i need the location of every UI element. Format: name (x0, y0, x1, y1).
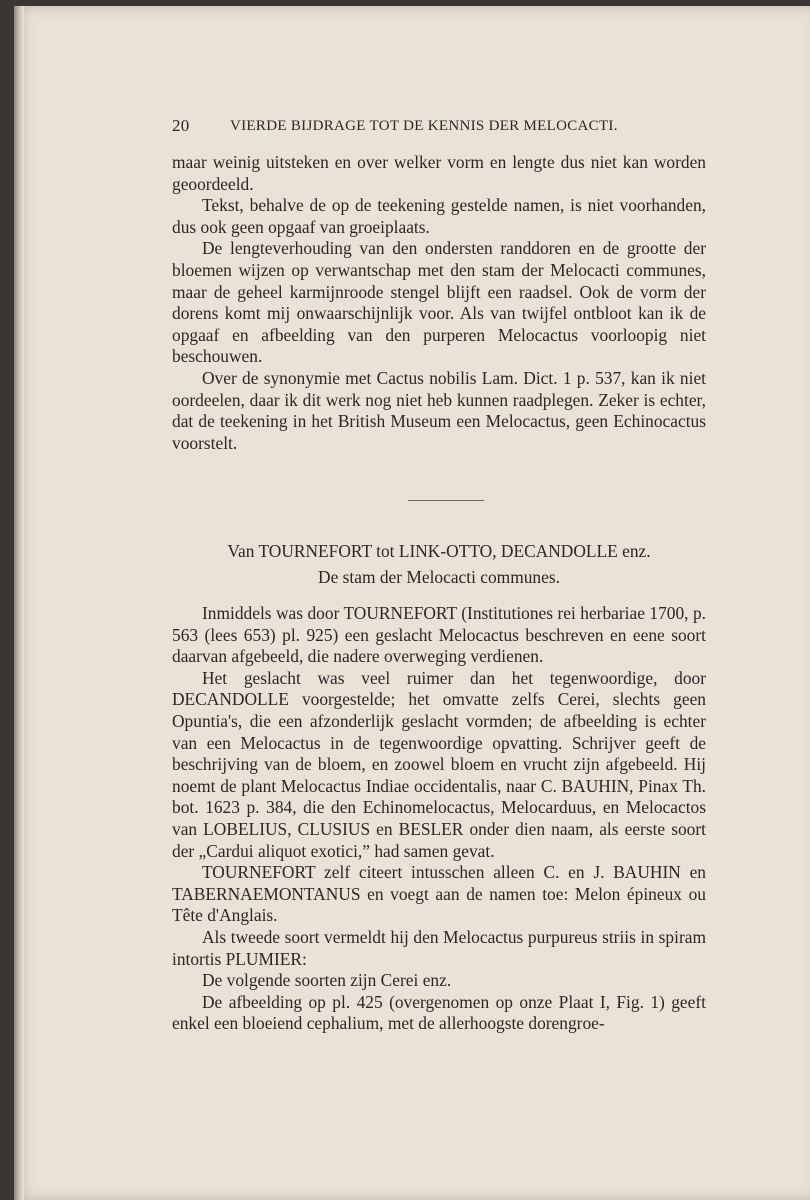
paragraph: Tekst, behalve de op de teekening gestelde namen, is niet voorhanden, dus ook geen opgaaf van groeiplaats. (172, 195, 706, 237)
paragraph: TOURNEFORT zelf citeert intusschen alleen C. en J. BAUHIN en TABERNAEMONTANUS en voegt aan de namen toe: Melon épineux ou Tête d'Anglais. (172, 862, 706, 926)
page-number: 20 (172, 116, 190, 135)
paragraph: Het geslacht was veel ruimer dan het tegenwoordige, door DECANDOLLE voorgestelde; het omvatte zelfs Cerei, slechts geen Opuntia's, die een afzonderlijk geslacht vormden; de afbeelding is echter van een Melocactus in de tegenwoordige opvatting. Schrijver geeft de beschrijving van de bloem, en zoowel bloem en vrucht zijn afgebeeld. Hij noemt de plant Melocactus Indiae occidentalis, naar C. BAUHIN, Pinax Th. bot. 1623 p. 384, die den Echinomelocactus, Melocarduus, en Melocactos van LOBELIUS, CLUSIUS en BESLER onder dien naam, als eerste soort der „Cardui aliquot exotici,” had samen gevat. (172, 667, 706, 861)
running-title: VIERDE BIJDRAGE TOT DE KENNIS DER MELOCACTI. (230, 118, 618, 134)
paragraph: Als tweede soort vermeldt hij den Melocactus purpureus striis in spiram intortis PLUMIER: (172, 926, 706, 969)
section-divider (408, 500, 484, 501)
paragraph: De volgende soorten zijn Cerei enz. (202, 970, 452, 991)
paragraph: maar weinig uitsteken en over welker vorm en lengte dus niet kan worden geoordeeld. (172, 152, 706, 194)
section-title: Van TOURNEFORT tot LINK-OTTO, DECANDOLLE enz. (227, 541, 651, 561)
binding-edge (14, 6, 24, 1200)
bottom-text-block (172, 603, 706, 1035)
top-text-block (172, 152, 706, 454)
paragraph: De lengteverhouding van den ondersten randdoren en de grootte der bloemen wijzen op verwantschap met den stam der Melocacti communes, maar de geheel karmijnroode stengel blijft een raadsel. Ook de vorm der dorens komt mij onwaarschijnlijk voor. Als van twijfel ontbloot kan ik de opgaaf en afbeelding van den purperen Melocactus voorloopig niet beschouwen. (172, 238, 706, 367)
paragraph: Over de synonymie met Cactus nobilis Lam. Dict. 1 p. 537, kan ik niet oordeelen, daar ik dit werk nog niet heb kunnen raadplegen. Zeker is echter, dat de teekening in het British Museum een Melocactus, geen Echinocactus voorstelt. (172, 367, 706, 453)
paragraph: Inmiddels was door TOURNEFORT (Institutiones rei herbariae 1700, p. 563 (lees 653) pl. 925) een geslacht Melocactus beschreven en eene soort daarvan afgebeeld, die nadere overweging verdienen. (172, 603, 706, 667)
paragraph: De afbeelding op pl. 425 (overgenomen op onze Plaat I, Fig. 1) geeft enkel een bloeiend cephalium, met de allerhoogste dorengroe- (172, 991, 706, 1034)
section-subtitle: De stam der Melocacti communes. (318, 567, 560, 587)
